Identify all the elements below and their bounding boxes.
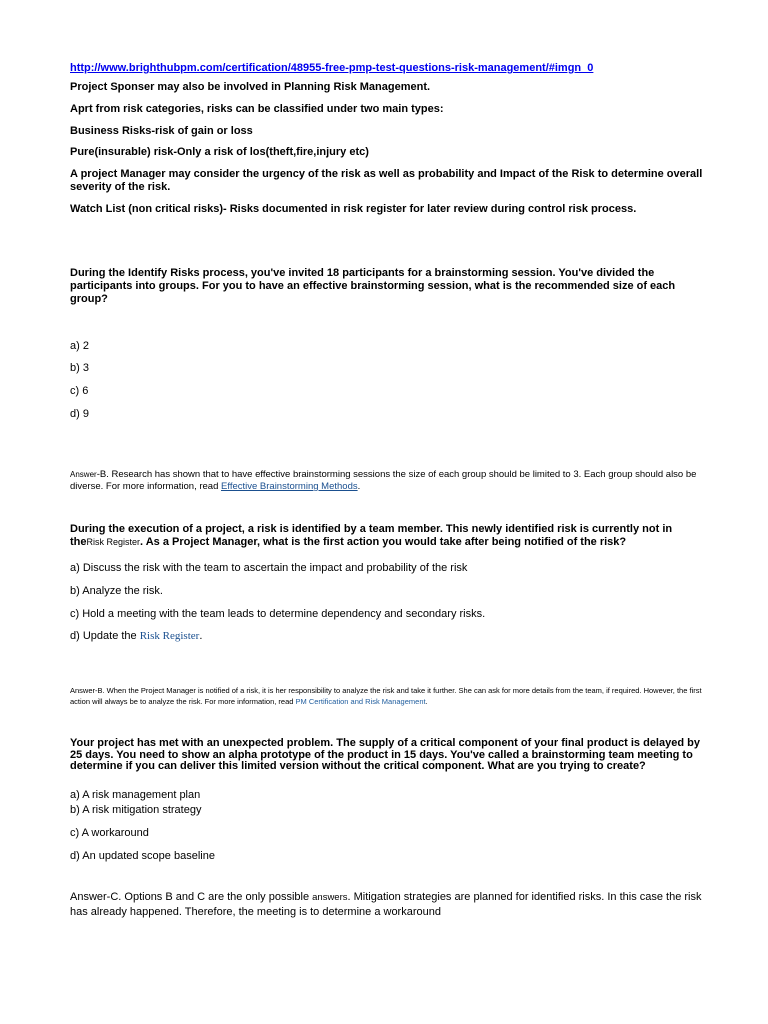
q2-question-end: . As a Project Manager, what is the first action you would take after being notified of the risk?: [140, 536, 627, 548]
q2-option-b: b) Analyze the risk.: [70, 585, 163, 597]
q3-question: Your project has met with an unexpected problem. The supply of a critical component of your final product is delayed by 25 days. You need to show an alpha prototype of the product in 15 days. You've called a brainstorming team meeting to determine if you can deliver this limited version without the critical component. What are you trying to create?: [70, 737, 700, 772]
q1-question: During the Identify Risks process, you've invited 18 participants for a brainstorming session. You've divided the participants into groups. For you to have an effective brainstorming session, what is the recommended size of each group?: [70, 267, 676, 305]
note-risk-types: Aprt from risk categories, risks can be classified under two main types:: [70, 103, 444, 115]
q2-answer-end: .: [425, 697, 428, 706]
q3-option-d: d) An updated scope baseline: [70, 850, 215, 862]
source-url-link[interactable]: http://www.brighthubpm.com/certification/48955-free-pmp-test-questions-risk-management/#imgn_0: [70, 62, 594, 74]
q1-option-d: d) 9: [70, 408, 89, 420]
q1-option-b: b) 3: [70, 362, 89, 374]
q2-question: [70, 523, 706, 549]
q2-option-c: c) Hold a meeting with the team leads to determine dependency and secondary risks.: [70, 608, 486, 620]
q2-option-d-start: d) Update the: [70, 630, 140, 642]
q1-answer-label: Answer: [70, 470, 97, 479]
q1-option-c: c) 6: [70, 385, 89, 397]
q3-option-a: a) A risk management plan: [70, 789, 201, 801]
q2-option-a: a) Discuss the risk with the team to ascertain the impact and probability of the risk: [70, 562, 468, 574]
q1-option-a: a) 2: [70, 340, 89, 352]
q3-option-c: c) A workaround: [70, 827, 149, 839]
note-urgency: A project Manager may consider the urgency of the risk as well as probability and Impact of the Risk to determine overall severity of the risk.: [70, 168, 703, 193]
q3-answer-inline: answers: [312, 892, 348, 903]
q3-answer-start: Answer-C. Options B and C are the only possible: [70, 891, 313, 903]
q2-answer-text: -B. When the Project Manager is notified of a risk, it is her responsibility to analyze the risk and take it further. She can ask for more details from the team, if required. However, the first action will always be to analyze the risk. For more information, read: [70, 686, 702, 706]
q1-answer-link[interactable]: Effective Brainstorming Methods: [221, 481, 358, 492]
q2-option-d-end: .: [199, 630, 203, 642]
q2-question-inline: Risk Register: [86, 537, 141, 547]
note-watch-list: Watch List (non critical risks)- Risks documented in risk register for later review during control risk process.: [70, 203, 637, 215]
q1-answer: [70, 469, 706, 493]
q2-option-d: [70, 630, 706, 643]
note-business-risks: Business Risks-risk of gain or loss: [70, 125, 253, 137]
q2-answer-label: Answer: [70, 686, 96, 695]
q1-answer-text: -B. Research has shown that to have effective brainstorming sessions the size of each group should be limited to 3. Each group should also be diverse. For more information, read: [70, 469, 697, 492]
q2-question-start: During the execution of a project, a risk is identified by a team member. This newly identified risk is currently not in the: [70, 523, 673, 548]
q3-answer: [70, 890, 706, 920]
q1-answer-end: .: [357, 481, 361, 492]
q3-answer-rest: . Mitigation strategies are planned for identified risks. In this case the risk has already happened. Therefore, the meeting is to determine a workaround: [70, 891, 702, 918]
q2-answer: [70, 685, 706, 707]
q3-option-b: b) A risk mitigation strategy: [70, 804, 202, 816]
note-pure-risks: Pure(insurable) risk-Only a risk of los(theft,fire,injury etc): [70, 146, 369, 158]
q2-option-d-link[interactable]: Risk Register: [139, 630, 200, 642]
q2-answer-link[interactable]: PM Certification and Risk Management: [295, 697, 426, 706]
source-url-line: [70, 58, 706, 76]
note-project-sponsor: Project Sponser may also be involved in Planning Risk Management.: [70, 81, 431, 93]
